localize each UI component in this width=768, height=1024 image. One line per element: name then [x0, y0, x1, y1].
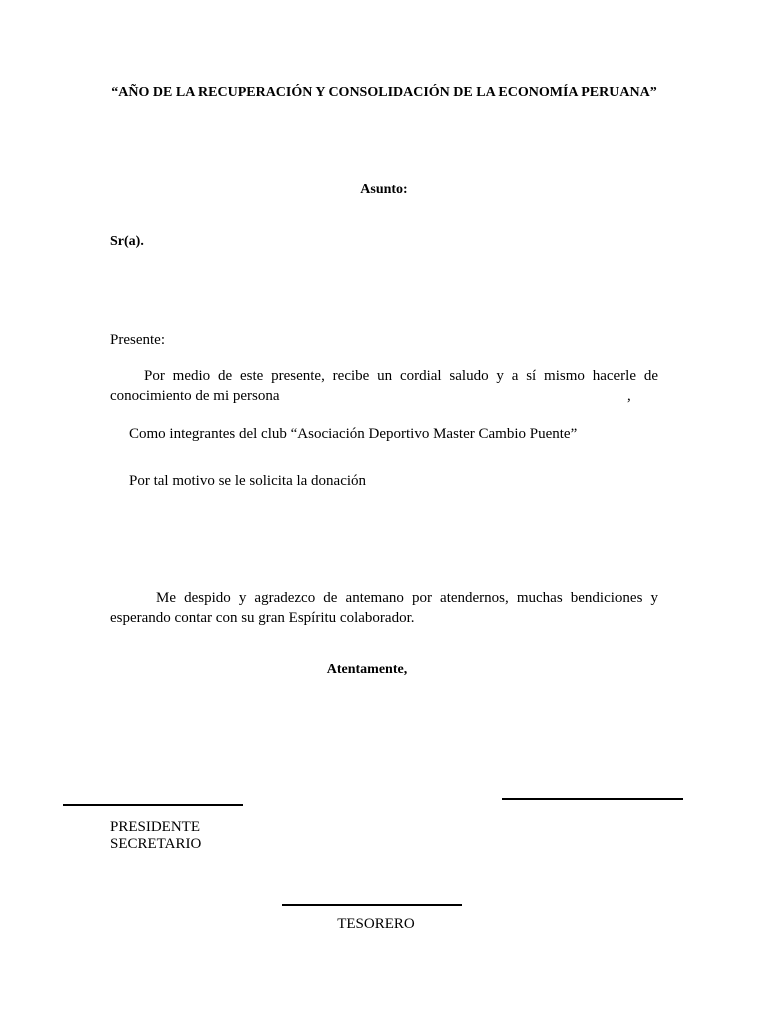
signature-labels-left: [110, 819, 201, 853]
greeting: Presente:: [110, 332, 165, 348]
donation-paragraph: Por tal motivo se le solicita la donación: [129, 473, 367, 489]
intro-trailing-comma: ,: [627, 388, 631, 404]
valediction: Atentamente,: [326, 662, 408, 677]
treasurer-label: TESORERO: [337, 916, 415, 932]
president-label: PRESIDENTE: [110, 819, 200, 835]
intro-text: Por medio de este presente, recibe un cordial saludo y a sí mismo hacerle de conocimiento de mi persona: [110, 368, 658, 404]
closing-paragraph: Me despido y agradezco de antemano por atendernos, muchas bendiciones y esperando contar con su gran Espíritu colaborador.: [110, 590, 658, 626]
signature-line-right: [502, 798, 683, 800]
signature-line-center: [282, 904, 462, 906]
subject-label: Asunto:: [360, 182, 408, 197]
document-title: “AÑO DE LA RECUPERACIÓN Y CONSOLIDACIÓN DE LA ECONOMÍA PERUANA”: [111, 85, 657, 100]
secretary-label: SECRETARIO: [110, 836, 202, 852]
recipient-label: Sr(a).: [110, 234, 144, 249]
signature-line-left: [63, 804, 243, 806]
club-paragraph: Como integrantes del club “Asociación Deportivo Master Cambio Puente”: [129, 426, 578, 442]
intro-paragraph: [110, 366, 658, 406]
